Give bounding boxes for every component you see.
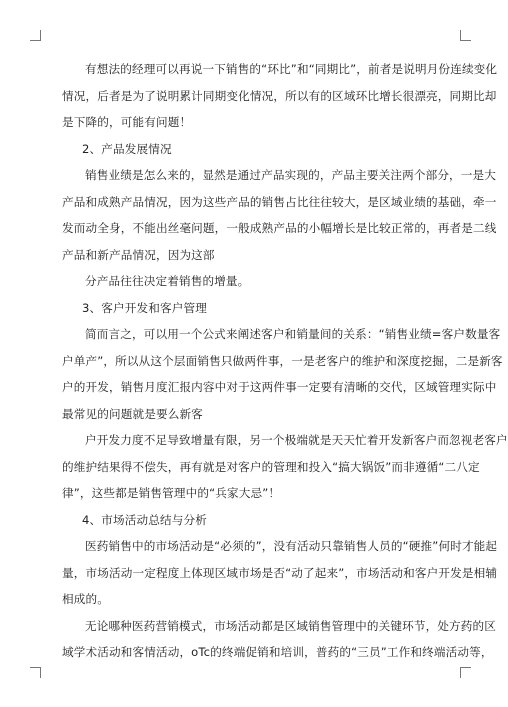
text-line: 最常见的问题就是要么新客	[62, 406, 203, 421]
text-line: 户开发力度不足导致增量有限，另一个极端就是天天忙着开发新客户而忽视老客户	[85, 433, 508, 447]
text-line: 量，市场活动一定程度上体现区域市场是否“动了起来”，市场活动和客户开发是相辅	[62, 565, 498, 580]
text-line: 发而动全身，不能出丝毫问题，一般成熟产品的小幅增长是比较正常的，再者是二线	[62, 221, 497, 235]
text-line: 律”，这些都是销售管理中的“兵家大忌”！	[62, 486, 281, 500]
text-line: 无论哪种医药营销模式，市场活动都是区域销售管理中的关键环节，处方药的区	[85, 618, 497, 633]
text-line: 情况，后者是为了说明累计同期变化情况，所以有的区域环比增长很漂亮，同期比却	[62, 88, 497, 103]
text-line: 户单产”，所以从这个层面销售只做两件事，一是老客户的维护和深度挖掘，二是新客	[62, 353, 503, 368]
text-line: 域学术活动和客情活动，oTc的终端促销和培训，普药的“三员”工作和终端活动等，	[62, 645, 493, 659]
text-line: 销售业绩是怎么来的，显然是通过产品实现的，产品主要关注两个部分，一是大	[85, 168, 497, 182]
text-line: 有想法的经理可以再说一下销售的“环比”和“同期比”，前者是说明月份连续变化	[85, 62, 498, 76]
crop-mark-top-left	[30, 30, 41, 41]
section-heading: 4、市场活动总结与分析	[82, 512, 207, 527]
text-line: 产品和新产品情况，因为这部	[62, 247, 215, 262]
text-line: 产品和成熟产品情况，因为这些产品的销售占比往往较大，是区域业绩的基础，牵一	[62, 194, 497, 209]
section-heading: 3、客户开发和客户管理	[82, 300, 207, 315]
text-line: 是下降的，可能有问题！	[62, 115, 192, 129]
crop-mark-top-right	[460, 30, 471, 41]
crop-mark-bottom-right	[460, 667, 471, 678]
text-line: 相成的。	[62, 592, 109, 606]
text-line: 医药销售中的市场活动是“必须的”，没有活动只靠销售人员的“硬推”何时才能起	[85, 539, 498, 553]
document-body	[62, 62, 508, 672]
text-line: 简而言之，可以用一个公式来阐述客户和销量间的关系：“销售业绩=客户数量客	[85, 327, 501, 341]
section-heading: 2、产品发展情况	[82, 141, 172, 156]
text-line: 户的开发，销售月度汇报内容中对于这两件事一定要有清晰的交代，区域管理实际中	[62, 380, 497, 394]
text-line: 分产品往往决定着销售的增量。	[85, 274, 250, 288]
crop-mark-bottom-left	[30, 667, 41, 678]
text-line: 的维护结果得不偿失，再有就是对客户的管理和投入“搞大锅饭”而非遵循“二八定	[62, 459, 480, 474]
